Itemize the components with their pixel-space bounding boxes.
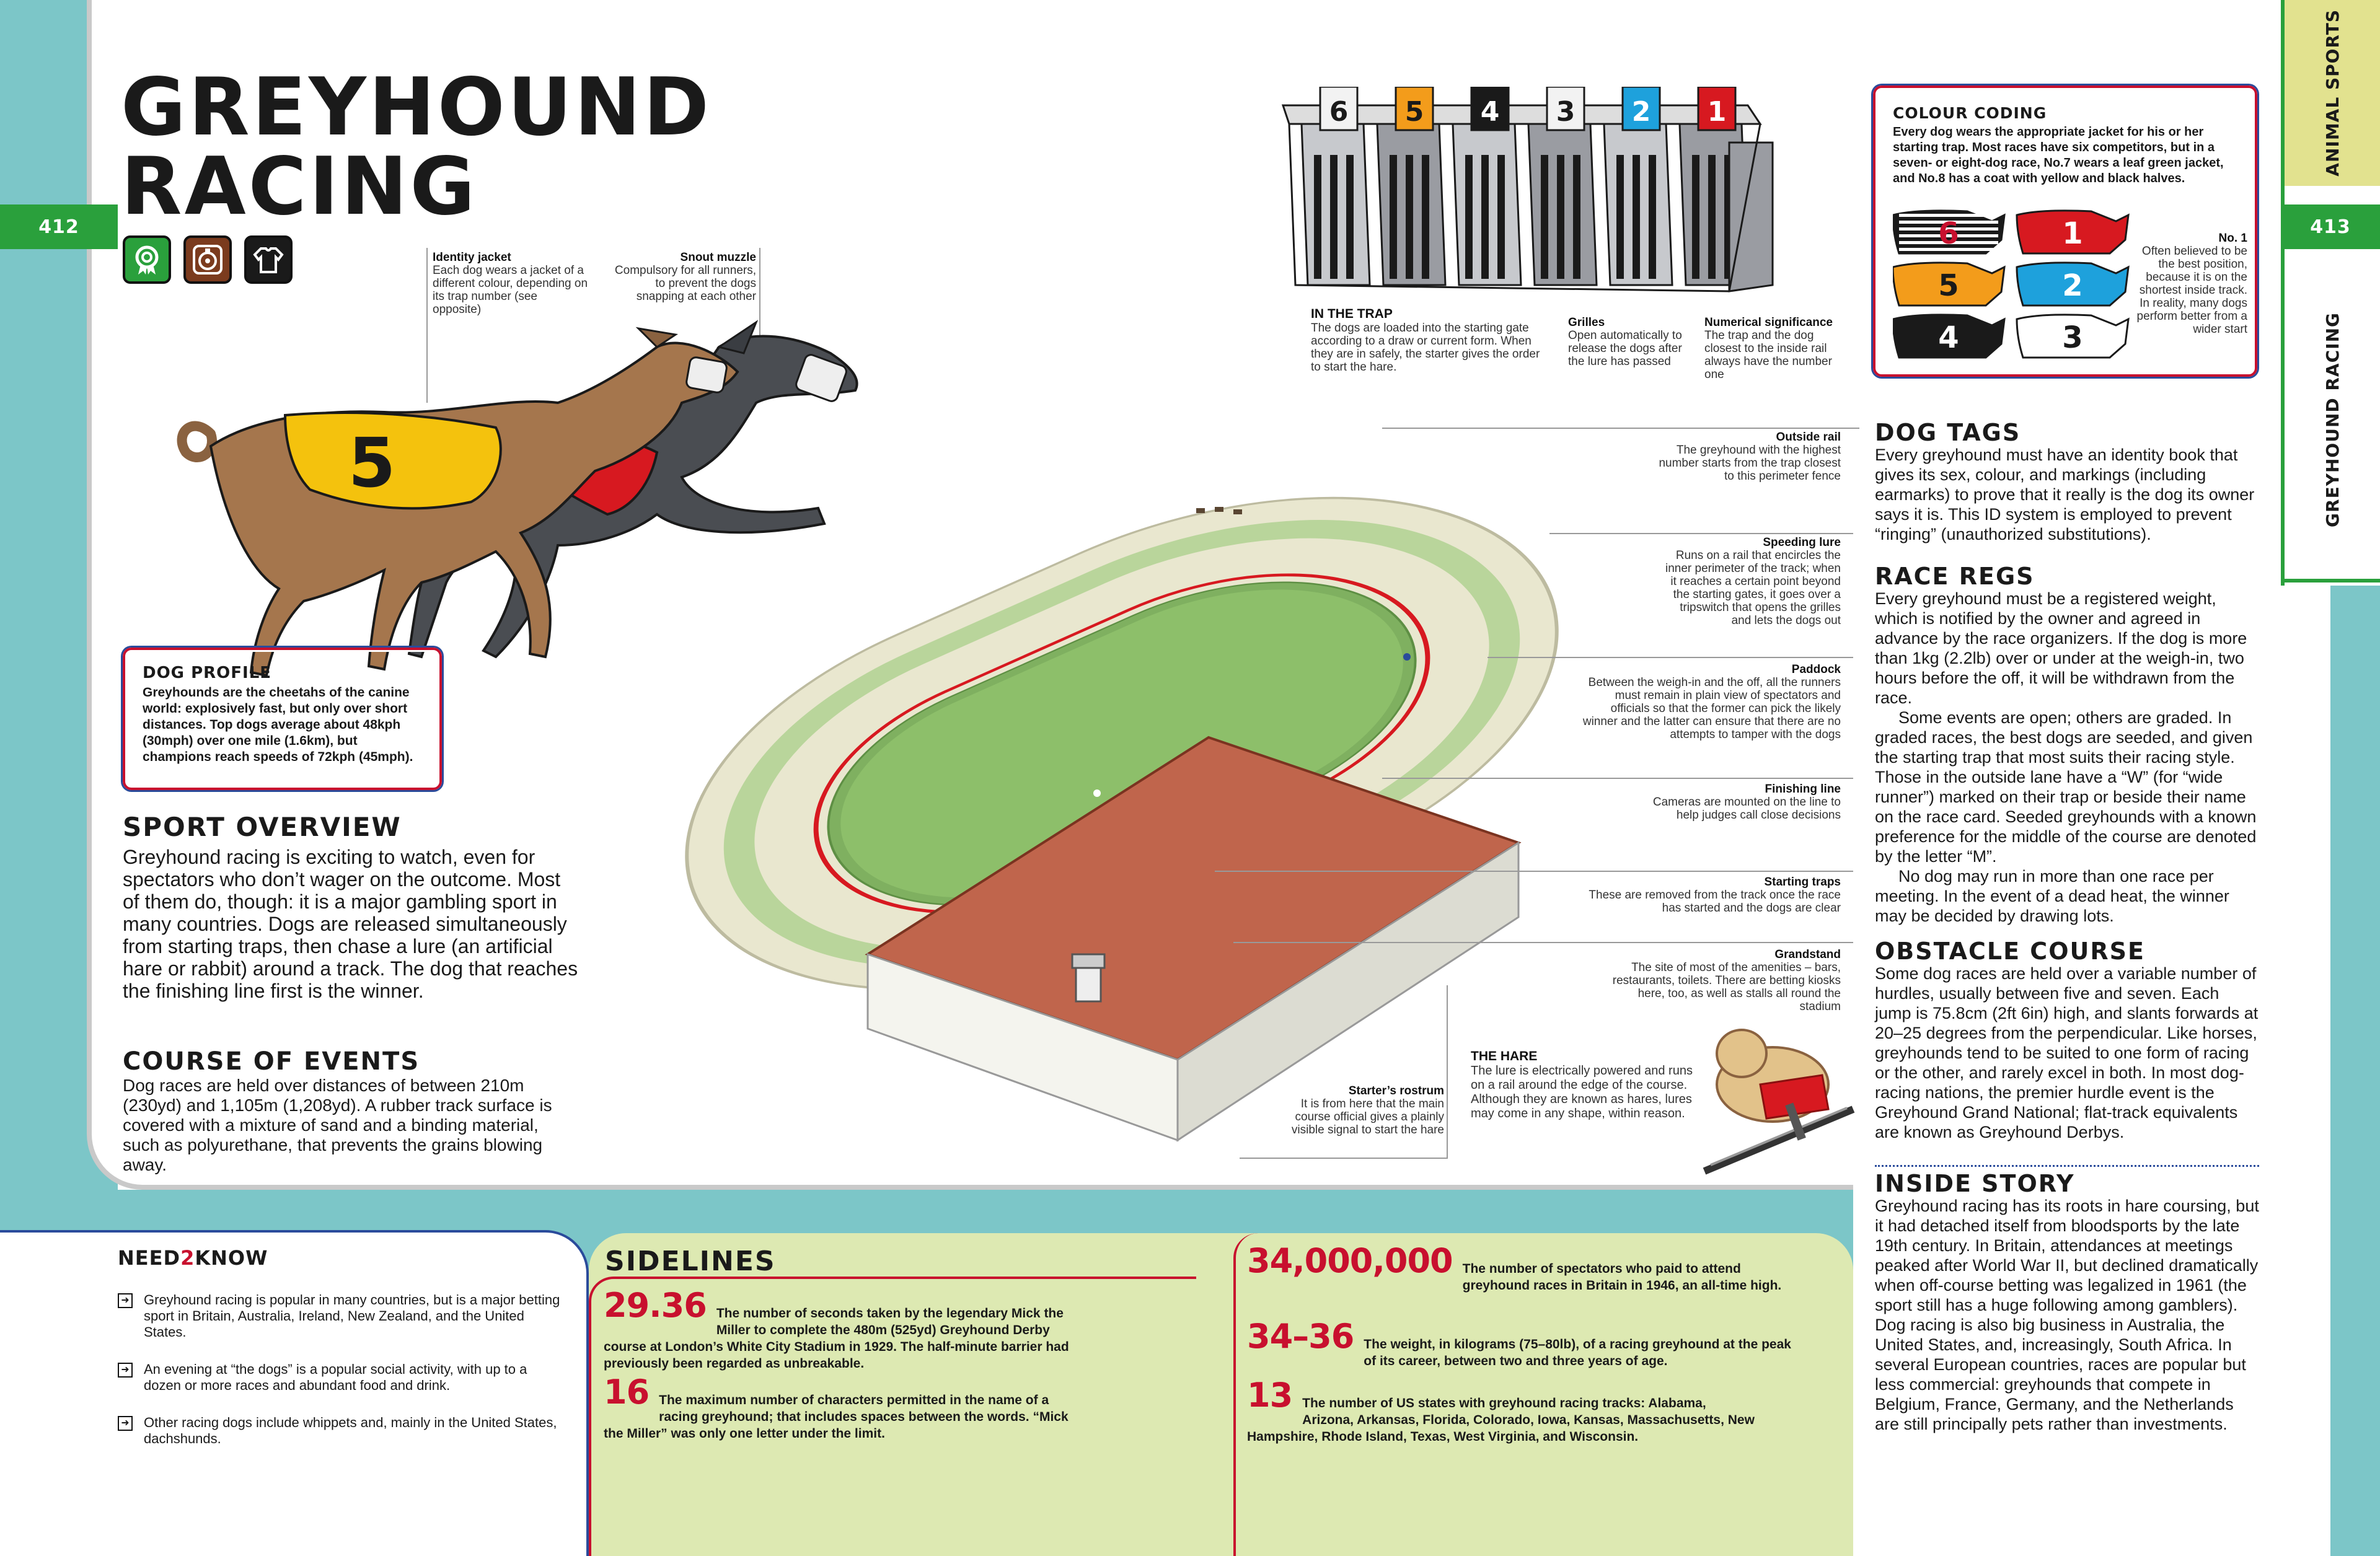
race-regs-p3: No dog may run in more than one race per meeting. In the event of a dead heat, the winner may be decided by drawing lots. <box>1875 867 2229 925</box>
trap-grille-bar <box>1649 155 1656 279</box>
section-tab[interactable] <box>2281 0 2380 186</box>
starters-rostrum-text: It is from here that the main course official gives a plainly visible signal to start the hare <box>1291 1097 1444 1136</box>
grilles-callout <box>1568 316 1686 368</box>
trap-grille-bar <box>1541 155 1548 279</box>
grandstand-callout <box>1605 948 1841 1013</box>
need2know-title-c: KNOW <box>195 1246 268 1270</box>
race-regs <box>1875 564 2259 926</box>
stat-item <box>1247 1376 1755 1445</box>
outside-rail-title: Outside rail <box>1776 431 1841 444</box>
trap-grille-bar <box>1422 155 1429 279</box>
race-regs-p2: Some events are open; others are graded. In graded races, the best dogs are seeded, and given the starting trap that most suits their racing style. Those in the outside lane have a “W” (for “wide runner”) marked on their trap or beside their name on the race card. Seeded greyhounds with a known preference for the middle of the course are denoted by the letter “M”. <box>1875 708 2257 866</box>
trap-grille-bar <box>1497 155 1505 279</box>
numerical-title: Numerical significance <box>1704 316 1833 329</box>
stopwatch-icon <box>183 235 232 284</box>
inside-story-title: INSIDE STORY <box>1875 1170 2075 1197</box>
leader-line-traps <box>1215 871 1853 872</box>
finishing-line-text: Cameras are mounted on the line to help judges call close decisions <box>1652 796 1841 822</box>
outside-rail-text: The greyhound with the highest number starts from the trap closest to this perimeter fence <box>1659 444 1841 483</box>
stat-number: 13 <box>1247 1376 1293 1415</box>
grandstand-title: Grandstand <box>1774 948 1841 961</box>
jacket-number: 5 <box>348 423 396 503</box>
need2know-bullet-text: Other racing dogs include whippets and, mainly in the United States, dachshunds. <box>144 1415 557 1446</box>
jersey-icon <box>244 235 293 284</box>
dog-tags <box>1875 420 2259 544</box>
speeding-lure-callout <box>1661 536 1841 627</box>
the-hare-callout <box>1471 1049 1694 1121</box>
page-title-line2: RACING <box>121 141 478 233</box>
jacket-number-label: 5 <box>1938 268 1959 303</box>
need2know-bullet <box>118 1292 562 1340</box>
the-hare-title: THE HARE <box>1471 1049 1538 1063</box>
stat-number: 34,000,000 <box>1247 1241 1453 1280</box>
sport-overview <box>123 812 581 1002</box>
inside-story <box>1875 1171 2259 1434</box>
trap-grille-bar <box>1633 155 1640 279</box>
trap-grille-bar <box>1406 155 1413 279</box>
obstacle-course-text: Some dog races are held over a variable number of hurdles, usually between five and seven. Each jump is 75.8cm (2ft 6in) high, and slants forwards at 20–25 degrees from the perpendicular. Like horses, greyhounds tend to be suited to one form of racing or the other, and rarely excel in both. In most dog-racing nations, the premier hurdle event is the Greyhound Grand National; flat-track equivalents are known as Greyhound Derbys. <box>1875 964 2259 1141</box>
colour-coding-title: COLOUR CODING <box>1893 104 2047 122</box>
stat-text: The number of spectators who paid to attend greyhound races in Britain in 1946, an all-time high. <box>1462 1262 1782 1293</box>
page-number-tab-right <box>2281 204 2380 249</box>
section-tab-label: ANIMAL SPORTS <box>2322 9 2343 177</box>
grilles-title: Grilles <box>1568 316 1605 329</box>
paddock-callout <box>1580 663 1841 741</box>
need2know-title-a: NEED <box>118 1246 181 1270</box>
race-regs-p1: Every greyhound must be a registered weight, which is notified by the owner and agreed in advance by the race organizers. If the dog is more than 1kg (2.2lb) over or under at the weigh-in, two hours before the off, it will be withdrawn from the race. <box>1875 589 2247 707</box>
stat-text: The number of seconds taken by the legendary Mick the Miller to complete the 480m (525yd) Greyhound Derby course at London’s White City Stadium in 1929. The half-minute barrier had previously been regarded as unbreakable. <box>604 1306 1069 1371</box>
page-number-right: 413 <box>2310 216 2351 238</box>
jacket-number-label: 6 <box>1938 216 1959 251</box>
grandstand-text: The site of most of the amenities – bars, restaurants, toilets. There are betting kiosks here, too, as well as stalls all round the stadium <box>1612 961 1841 1013</box>
starters-rostrum-title: Starter’s rostrum <box>1348 1084 1444 1097</box>
sport-overview-text: Greyhound racing is exciting to watch, even for spectators who don’t wager on the outcome. Most of them do, though: it is a major gambling sport in many countries. Dogs are released simultaneously from starting traps, then chase a lure (an artificial hare or rabbit) around a track. The dog that reaches the finishing line first is the winner. <box>123 846 578 1002</box>
stat-number: 34–36 <box>1247 1317 1354 1356</box>
trap-grille-bar <box>1557 155 1564 279</box>
stat-item <box>1247 1317 1805 1369</box>
no1-text: Often believed to be the best position, because it is on the shortest inside track. In reality, many dogs perform better from a wider start <box>2136 245 2247 336</box>
starting-traps-text: These are removed from the track once the race has started and the dogs are clear <box>1589 889 1841 915</box>
in-the-trap-callout <box>1311 307 1540 374</box>
need2know-bullet <box>118 1361 562 1394</box>
dog-callout-jacket <box>433 251 588 316</box>
starting-traps-title: Starting traps <box>1764 876 1841 889</box>
jacket-number-label: 2 <box>2062 268 2083 303</box>
muzzle-callout-title: Snout muzzle <box>680 251 756 264</box>
stat-text: The weight, in kilograms (75–80lb), of a racing greyhound at the peak of its career, between two and three years of age. <box>1364 1337 1791 1368</box>
sport-overview-title: SPORT OVERVIEW <box>123 812 402 842</box>
arrow-icon: ➜ <box>118 1416 133 1431</box>
chapter-tab-label: GREYHOUND RACING <box>2322 312 2343 527</box>
trap-grille-bar <box>1314 155 1321 279</box>
leader-line-grandstand <box>1233 942 1853 943</box>
inside-story-divider <box>1875 1165 2259 1167</box>
paddock-title: Paddock <box>1791 663 1841 676</box>
obstacle-course-title: OBSTACLE COURSE <box>1875 938 2145 965</box>
stat-item <box>604 1286 1075 1372</box>
jacket-number-label: 1 <box>2062 216 2083 251</box>
leader-lines <box>1382 428 1859 429</box>
paddock-text: Between the weigh-in and the off, all the runners must remain in plain view of spectators and officials so that the former can pick the likely winner and the latter can ensure that there are no attempts to tamper with the dogs <box>1582 676 1841 741</box>
sidelines-title: SIDELINES <box>605 1246 776 1277</box>
finishing-line-title: Finishing line <box>1765 783 1841 796</box>
stat-text: The maximum number of characters permitted in the name of a racing greyhound; that includes spaces between the words. “Mick the Miller” was only one letter under the limit. <box>604 1393 1069 1441</box>
trap-grille-bar <box>1573 155 1580 279</box>
muzzle-callout-text: Compulsory for all runners, to prevent the dogs snapping at each other <box>614 264 756 303</box>
jacket-swatches <box>1893 209 2141 370</box>
course-of-events-title: COURSE OF EVENTS <box>123 1047 420 1076</box>
track-point <box>1093 789 1101 797</box>
dog-profile-box <box>123 648 442 790</box>
dog-profile-title: DOG PROFILE <box>143 664 272 682</box>
rosette-icon <box>123 235 171 284</box>
stat-item <box>604 1373 1075 1442</box>
inside-story-text: Greyhound racing has its roots in hare coursing, but it had detached itself from bloodsports by the late 19th century. In Britain, attendances at meetings peaked after World War II, but declined dramatically when off-course betting was legalized in 1961 (the sport still has a huge following among gamblers). Dog racing is also big business in Australia, the United States, and, increasingly, South Africa. In several European countries, races are popular but less commercial: greyhounds that compete in Belgium, France, Germany, and the Netherlands are still principally pets rather than investments. <box>1875 1197 2259 1433</box>
obstacle-course <box>1875 939 2259 1142</box>
need2know-bullet <box>118 1415 562 1447</box>
trap-grille-bar <box>1346 155 1354 279</box>
trap-number: 3 <box>1556 96 1576 128</box>
trap-grille-bar <box>1465 155 1473 279</box>
in-the-trap-text: The dogs are loaded into the starting gate according to a draw or current form. When they are in safely, the starter gives the order to start the hare. <box>1311 322 1540 374</box>
no1-callout <box>2136 232 2247 336</box>
category-icons <box>123 235 293 284</box>
outside-rail-callout <box>1655 431 1841 483</box>
need2know-title-b: 2 <box>180 1246 195 1270</box>
jacket-number-label: 3 <box>2062 320 2083 355</box>
leader-line-paddock <box>1488 657 1853 658</box>
paddock-marker <box>1403 653 1411 661</box>
trap-grille-bar <box>1390 155 1397 279</box>
trap-grille-bar <box>1616 155 1624 279</box>
dog-tags-text: Every greyhound must have an identity book that gives its sex, colour, and markings (including earmarks) to prove that it really is the dog its owner says it is. This ID system is employed to prevent “ringing” (unauthorized substitutions). <box>1875 446 2255 543</box>
in-the-trap-title: IN THE TRAP <box>1311 307 1393 321</box>
need2know-bullet-text: An evening at “the dogs” is a popular social activity, with up to a dozen or more races and abundant food and drink. <box>144 1361 527 1393</box>
trap-grille-bar <box>1692 155 1699 279</box>
the-hare-text: The lure is electrically powered and runs on a rail around the edge of the course. Although they are known as hares, lures may come in any shape, within reason. <box>1471 1064 1693 1120</box>
rostrum-bracket <box>1240 985 1448 1159</box>
grilles-text: Open automatically to release the dogs after the lure has passed <box>1568 329 1682 368</box>
trap-grille-bar <box>1481 155 1489 279</box>
speeding-lure-text: Runs on a rail that encircles the inner perimeter of the track; when it reaches a certain point beyond the starting gates, it goes over a tripswitch that opens the grilles and lets the dogs out <box>1665 549 1841 627</box>
race-regs-title: RACE REGS <box>1875 563 2035 590</box>
stat-number: 16 <box>604 1373 650 1412</box>
dog-profile-text: Greyhounds are the cheetahs of the canine world: explosively fast, but only over short distances. Top dogs average about 48kph (30mph) over one mile (1.6km), but champions reach speeds of 72kph (45mph). <box>143 685 413 764</box>
need2know-title <box>118 1246 562 1270</box>
need2know-panel <box>0 1230 589 1556</box>
speeding-lure-title: Speeding lure <box>1763 536 1841 549</box>
colour-coding-box <box>1873 86 2257 377</box>
page-title <box>121 61 712 233</box>
starting-traps-callout <box>1568 876 1841 915</box>
trap-number: 5 <box>1404 96 1424 128</box>
trap-number: 1 <box>1707 96 1727 128</box>
jacket-callout-title: Identity jacket <box>433 251 511 264</box>
jacket-number-label: 4 <box>1938 320 1959 355</box>
leader-line-lure <box>1549 533 1853 534</box>
trap-number: 4 <box>1480 96 1500 128</box>
stat-text: The number of US states with greyhound racing tracks: Alabama, Arizona, Arkansas, Florida, Colorado, Iowa, Kansas, Massachusetts, New Hampshire, Rhode Island, Texas, West Virginia, and Wisconsin. <box>1247 1396 1755 1444</box>
course-of-events <box>123 1047 569 1175</box>
jacket-callout-text: Each dog wears a jacket of a different colour, depending on its trap number (see opposite) <box>433 264 588 316</box>
numerical-text: The trap and the dog closest to the inside rail always have the number one <box>1704 329 1832 381</box>
no1-title: No. 1 <box>2218 232 2247 245</box>
trap-grille-bar <box>1708 155 1716 279</box>
need2know-bullet-text: Greyhound racing is popular in many countries, but is a major betting sport in Britain, Australia, Ireland, New Zealand, and the United States. <box>144 1292 560 1340</box>
starting-trap-illustration <box>1277 87 1785 310</box>
numerical-callout <box>1704 316 1853 381</box>
page-number-tab-left <box>0 204 118 249</box>
trap-number: 2 <box>1631 96 1651 128</box>
chapter-tab[interactable] <box>2285 260 2380 582</box>
finishing-line-callout <box>1636 783 1841 822</box>
stat-item <box>1247 1241 1805 1294</box>
course-of-events-text: Dog races are held over distances of between 210m (230yd) and 1,105m (1,208yd). A rubber track surface is covered with a mixture of sand and a binding material, such as polyurethane, that prevents the grains blowing away. <box>123 1076 552 1174</box>
page-title-line1: GREYHOUND <box>121 61 712 154</box>
sidelines-panel <box>589 1233 1853 1556</box>
hare-lure-illustration <box>1698 1016 1859 1177</box>
trap-grille-bar <box>1330 155 1338 279</box>
colour-coding-text: Every dog wears the appropriate jacket for his or her starting trap. Most races have six competitors, but in a seven- or eight-dog race, No.7 wears a leaf green jacket, and No.8 has a coat with yellow and black halves. <box>1893 125 2224 185</box>
page-number-left: 412 <box>38 216 79 238</box>
trap-number: 6 <box>1329 96 1349 128</box>
arrow-icon: ➜ <box>118 1293 133 1308</box>
dog-tags-title: DOG TAGS <box>1875 419 2021 446</box>
arrow-icon: ➜ <box>118 1363 133 1378</box>
leader-line-finish <box>1382 778 1853 779</box>
dog-callout-muzzle <box>614 251 756 303</box>
starters-rostrum <box>1072 954 1104 1001</box>
stat-number: 29.36 <box>604 1286 707 1325</box>
